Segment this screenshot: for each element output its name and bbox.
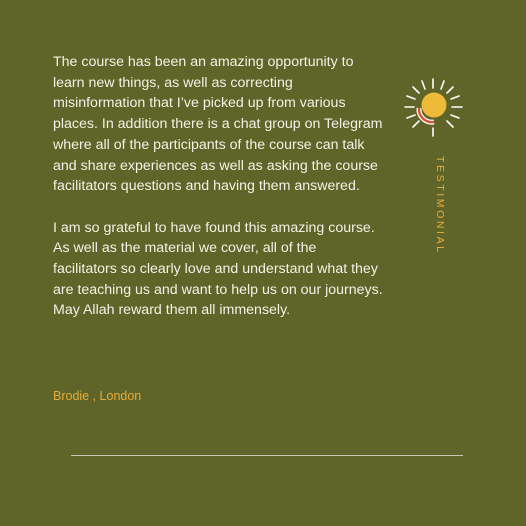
sun-icon <box>400 74 466 140</box>
testimonial-author: Brodie , London <box>53 389 142 403</box>
testimonial-label: TESTIMONIAL <box>434 156 446 255</box>
testimonial-quote <box>53 52 383 321</box>
sun-icon-graphic <box>400 74 466 140</box>
testimonial-paragraph: The course has been an amazing opportunity to learn new things, as well as correcting misinformation that I’ve picked up from various places. In addition there is a chat group on Telegram where all of the participants of the course can talk and share experiences as well as asking the course facilitators questions and having them answered. <box>53 54 383 195</box>
divider-line <box>71 455 463 456</box>
testimonial-paragraph: I am so grateful to have found this amazing course. As well as the material we cover, all of the facilitators so clearly love and understand what they are teaching us and want to help us on our journeys. May Allah reward them all immensely. <box>53 219 383 319</box>
